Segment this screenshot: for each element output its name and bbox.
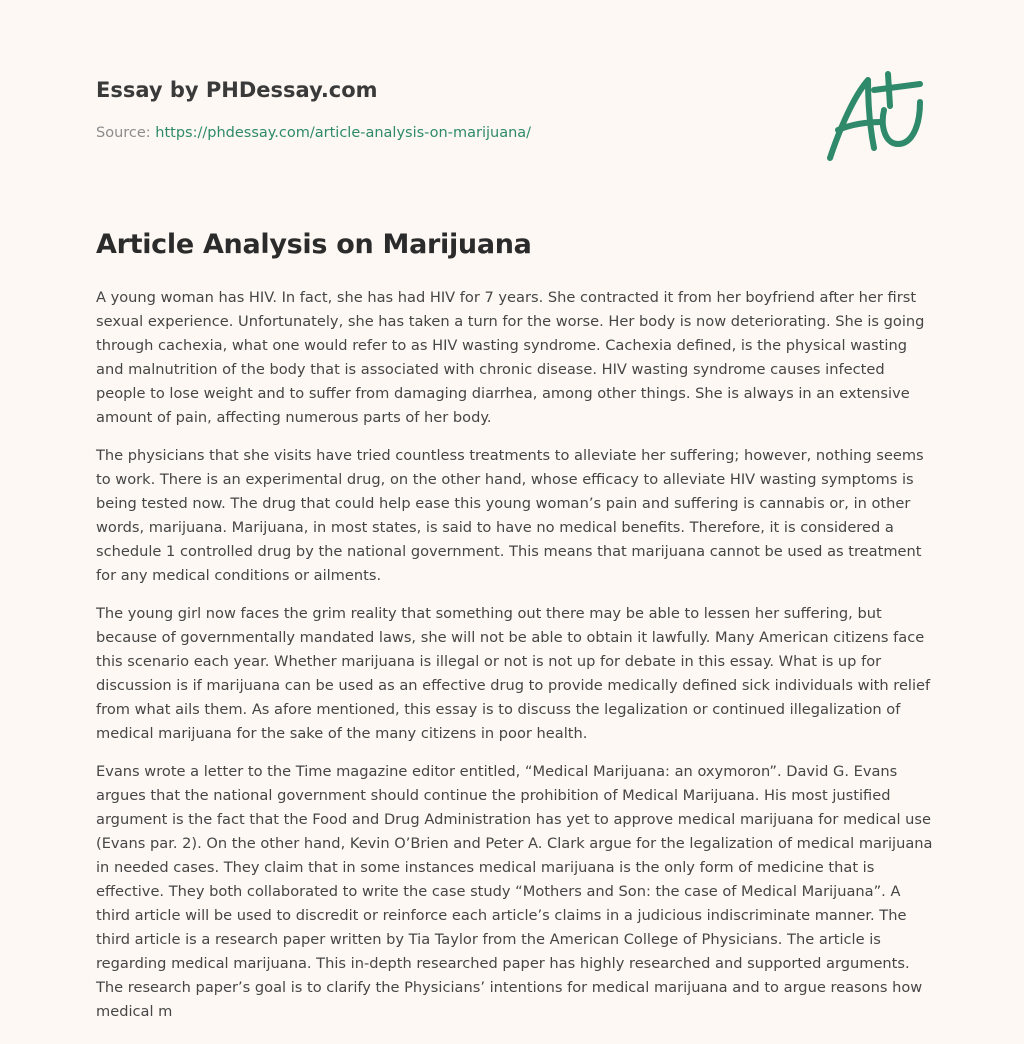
- source-label: Source:: [96, 125, 156, 141]
- page-header: [96, 76, 796, 143]
- a-plus-logo-icon: [822, 66, 930, 166]
- paragraph: The young girl now faces the grim reality that something out there may be able to lessen her suffering, but because of governmentally mandated laws, she will not be able to obtain it lawfully. Many American citizens face this scenario each year. Whether marijuana is illegal or not is not up for debate in this essay. What is up for discussion is if marijuana can be used as an effective drug to provide medically defined sick individuals with relief from what ails them. As afore mentioned, this essay is to discuss the legalization or continued illegalization of medical marijuana for the sake of the many citizens in poor health.: [96, 605, 931, 742]
- a-plus-logo-svg: [822, 66, 930, 166]
- source-line: [96, 123, 796, 143]
- article-title: Article Analysis on Marijuana: [96, 229, 532, 260]
- paragraph: The physicians that she visits have tried countless treatments to alleviate her suffering; however, nothing seems to work. There is an experimental drug, on the other hand, whose efficacy to alleviate HIV wasting symptoms is being tested now. The drug that could help ease this young woman’s pain and suffering is cannabis or, in other words, marijuana. Marijuana, in most states, is said to have no medical benefits. Therefore, it is considered a schedule 1 controlled drug by the national government. This means that marijuana cannot be used as treatment for any medical conditions or ailments.: [96, 447, 924, 584]
- a-letter-stroke: [830, 80, 874, 158]
- paragraph: Evans wrote a letter to the Time magazine editor entitled, “Medical Marijuana: an oxymoron”. David G. Evans argues that the national government should continue the prohibition of Medical Marijuana. His most justified argument is the fact that the Food and Drug Administration has yet to approve medical marijuana for medical use (Evans par. 2). On the other hand, Kevin O’Brien and Peter A. Clark argue for the legalization of medical marijuana in needed cases. They claim that in some instances medical marijuana is the only form of medicine that is effective. They both collaborated to write the case study “Mothers and Son: the case of Medical Marijuana”. A third article will be used to discredit or reinforce each article’s claims in a judicious indiscriminate manner. The third article is a research paper written by Tia Taylor from the American College of Physicians. The article is regarding medical marijuana. This in-depth researched paper has highly researched and supported arguments. The research paper’s goal is to clarify the Physicians’ intentions for medical marijuana and to argue reasons how medical m: [96, 763, 933, 1020]
- article-body: [96, 286, 936, 1038]
- plus-horizontal-stroke: [874, 84, 920, 90]
- site-title: Essay by PHDessay.com: [96, 78, 378, 102]
- source-link[interactable]: https://phdessay.com/article-analysis-on-marijuana/: [155, 125, 532, 141]
- paragraph: A young woman has HIV. In fact, she has had HIV for 7 years. She contracted it from her boyfriend after her first sexual experience. Unfortunately, she has taken a turn for the worse. Her body is now deteriorating. She is going through cachexia, what one would refer to as HIV wasting syndrome. Cachexia defined, is the physical wasting and malnutrition of the body that is associated with chronic disease. HIV wasting syndrome causes infected people to lose weight and to suffer from damaging diarrhea, among other things. She is always in an extensive amount of pain, affecting numerous parts of her body.: [96, 289, 925, 426]
